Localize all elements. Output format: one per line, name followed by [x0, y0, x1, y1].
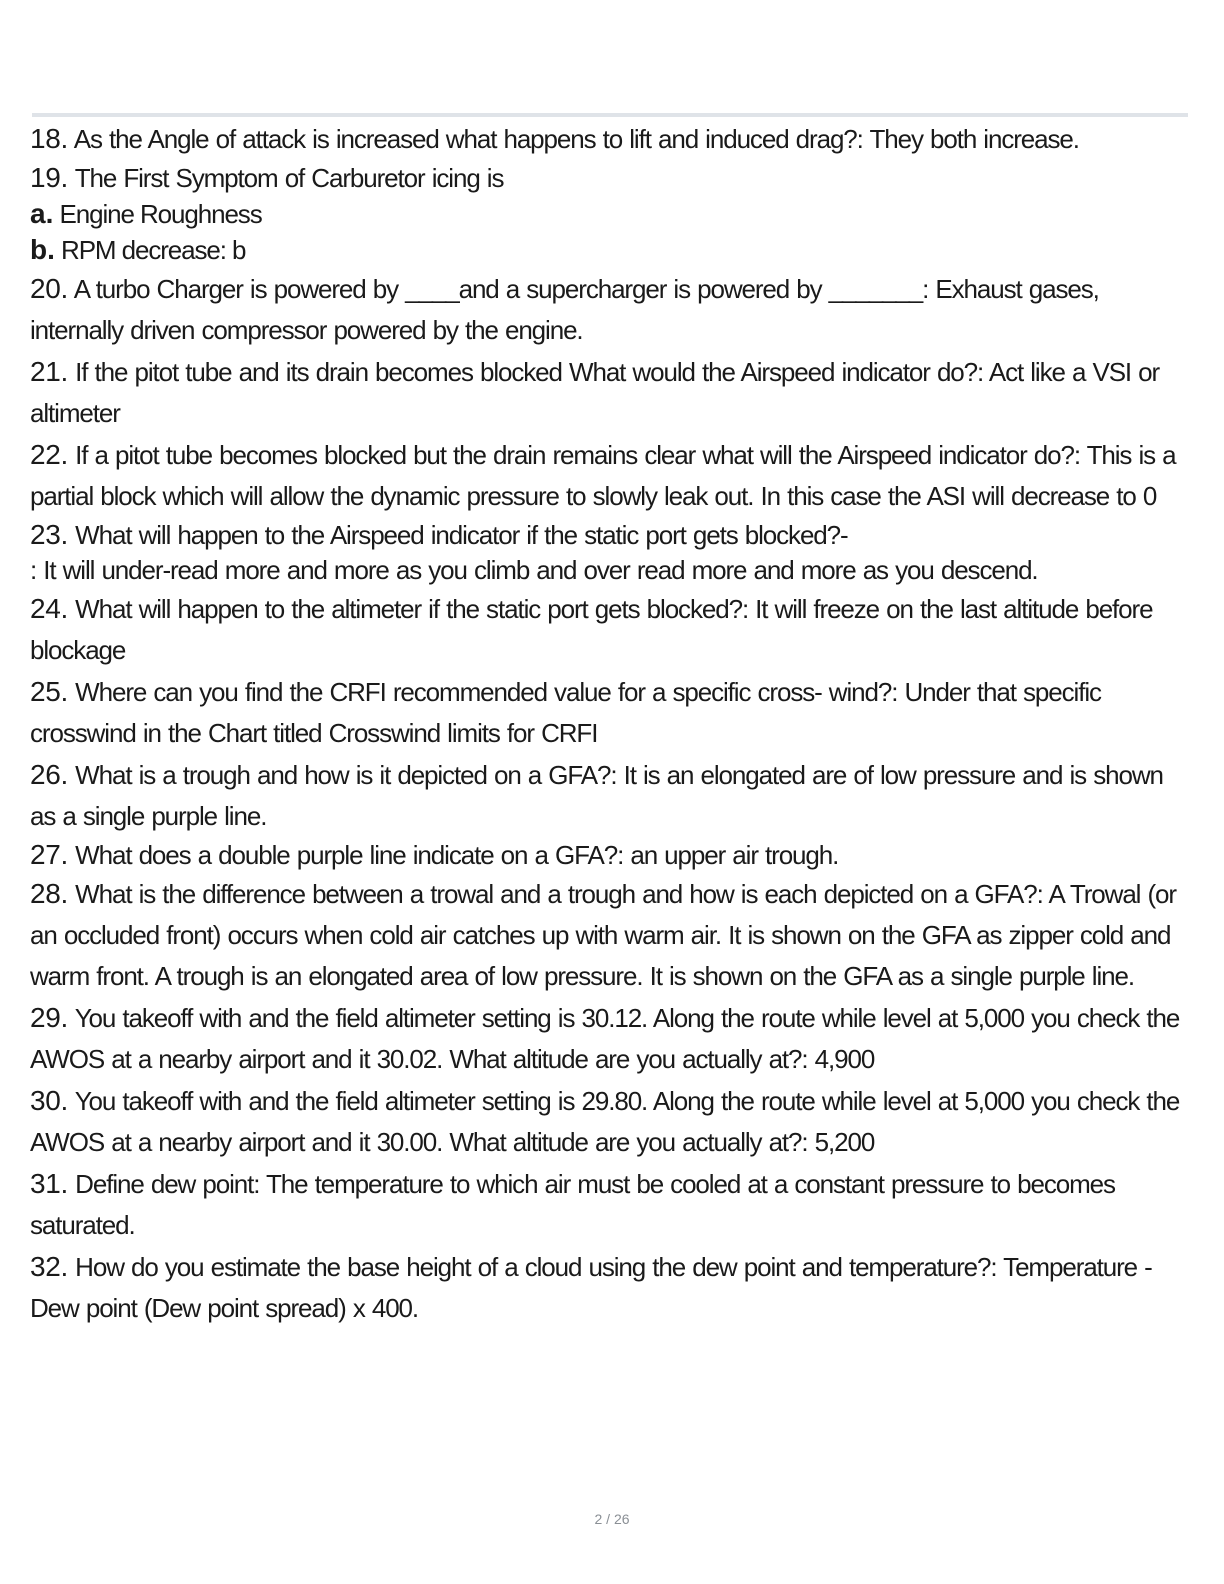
question-number: 27.: [30, 839, 69, 870]
page-indicator: 2 / 26: [594, 1511, 630, 1527]
question-31: [30, 1163, 1190, 1246]
question-20: [30, 268, 1190, 351]
question-22: [30, 434, 1190, 517]
question-28: [30, 873, 1190, 997]
question-number: 29.: [30, 1002, 69, 1033]
question-text: You takeoff with and the field altimeter setting is 29.80. Along the route while level at 5,000 you check the AWOS at a nearby airport and it 30.00. What altitude are you actually at?: 5,200: [30, 1086, 1180, 1157]
option-text: RPM decrease: b: [61, 235, 246, 265]
question-text: What is the difference between a trowal and a trough and how is each depicted on a GFA?: A Trowal (or an occluded front) occurs when cold air catches up with warm air. It is shown on the GFA as zipper cold and warm front. A trough is an elongated area of low pressure. It is shown on the GFA as a single purple line.: [30, 879, 1176, 991]
question-text: What will happen to the altimeter if the static port gets blocked?: It will freeze on the last altitude before blockage: [30, 594, 1153, 665]
question-text: A turbo Charger is powered by ____and a supercharger is powered by _______: Exhaust gases, internally driven compressor powered by the engine.: [30, 274, 1099, 345]
question-21: [30, 351, 1190, 434]
option-a: [30, 196, 1190, 232]
question-list: [30, 118, 1190, 1329]
question-text: As the Angle of attack is increased what happens to lift and induced drag?: They both increase.: [73, 124, 1079, 154]
question-number: 30.: [30, 1085, 69, 1116]
question-30: [30, 1080, 1190, 1163]
question-text: What is a trough and how is it depicted on a GFA?: It is an elongated are of low pressure and is shown as a single purple line.: [30, 760, 1163, 831]
question-19: [30, 160, 1190, 196]
option-label: a.: [30, 198, 54, 229]
option-text: Engine Roughness: [59, 199, 262, 229]
question-24: [30, 588, 1190, 671]
question-text: The First Symptom of Carburetor icing is: [74, 163, 504, 193]
question-18: [30, 118, 1190, 160]
question-number: 24.: [30, 593, 69, 624]
question-27: [30, 837, 1190, 873]
question-text: What will happen to the Airspeed indicator if the static port gets blocked?-: [75, 520, 848, 550]
question-25: [30, 671, 1190, 754]
question-number: 20.: [30, 273, 69, 304]
question-26: [30, 754, 1190, 837]
question-number: 25.: [30, 676, 69, 707]
question-number: 23.: [30, 519, 69, 550]
question-32: [30, 1246, 1190, 1329]
question-text: How do you estimate the base height of a cloud using the dew point and temperature?: Temperature - Dew point (Dew point spread) x 400.: [30, 1252, 1152, 1323]
option-b: [30, 232, 1190, 268]
question-number: 31.: [30, 1168, 69, 1199]
top-divider: [32, 113, 1188, 117]
question-number: 26.: [30, 759, 69, 790]
question-number: 18.: [30, 123, 69, 154]
question-number: 32.: [30, 1251, 69, 1282]
question-number: 21.: [30, 356, 69, 387]
question-number: 22.: [30, 439, 69, 470]
option-label: b.: [30, 234, 55, 265]
question-text: Where can you find the CRFI recommended value for a specific cross- wind?: Under that specific crosswind in the Chart titled Crosswind limits for CRFI: [30, 677, 1101, 748]
question-answer: : It will under-read more and more as you climb and over read more and more as you descend.: [30, 555, 1038, 585]
question-text: Define dew point: The temperature to which air must be cooled at a constant pressure to becomes saturated.: [30, 1169, 1115, 1240]
question-number: 28.: [30, 878, 69, 909]
question-29: [30, 997, 1190, 1080]
question-text: If a pitot tube becomes blocked but the drain remains clear what will the Airspeed indicator do?: This is a partial block which will allow the dynamic pressure to slowly leak out. In this case the ASI will decrease to 0: [30, 440, 1176, 511]
question-number: 19.: [30, 162, 69, 193]
question-text: If the pitot tube and its drain becomes blocked What would the Airspeed indicator do?: Act like a VSI or altimeter: [30, 357, 1160, 428]
question-text: What does a double purple line indicate on a GFA?: an upper air trough.: [75, 840, 839, 870]
question-text: You takeoff with and the field altimeter setting is 30.12. Along the route while level at 5,000 you check the AWOS at a nearby airport and it 30.02. What altitude are you actually at?: 4,900: [30, 1003, 1180, 1074]
question-23: [30, 517, 1190, 588]
